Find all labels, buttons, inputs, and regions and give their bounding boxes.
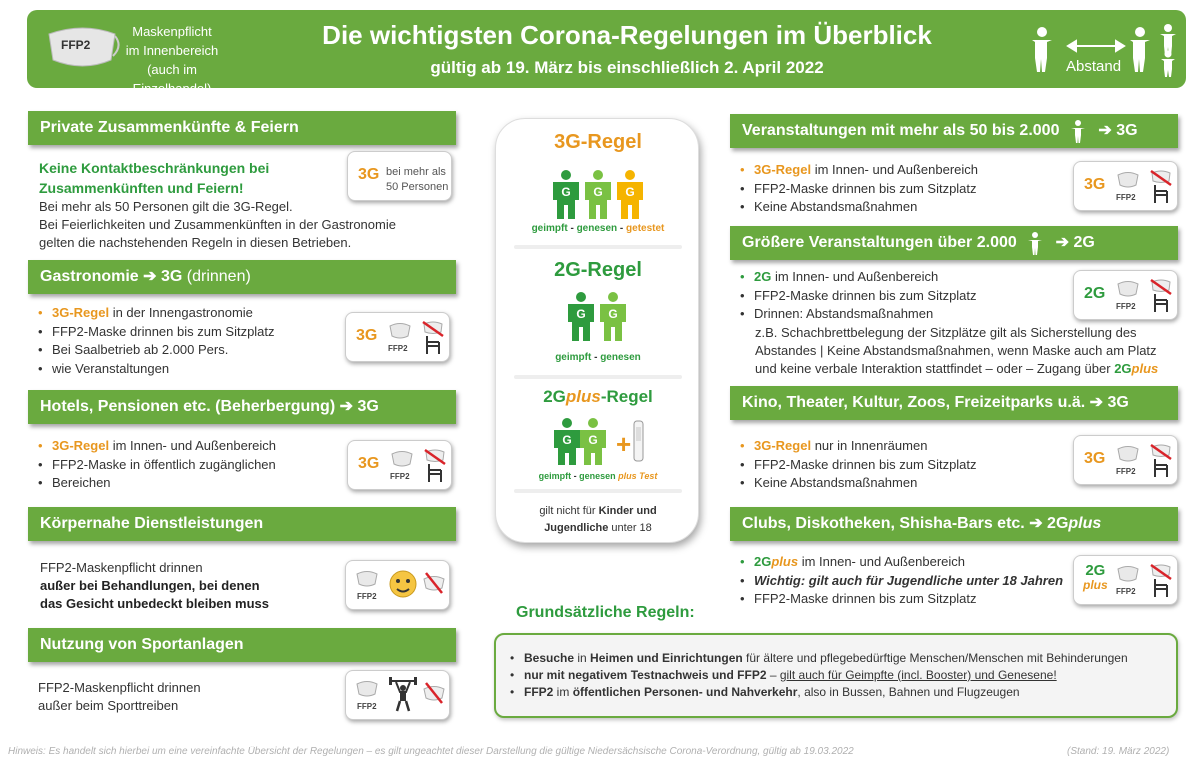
test-tube-icon xyxy=(634,421,643,461)
events-2000-list xyxy=(740,268,977,324)
mask-label: FFP2 xyxy=(1116,193,1136,202)
body-line: Bei Feierlichkeiten und Zusammenkünften in der Gastronomie xyxy=(39,217,396,232)
detail-line: und keine verbale Interaktion stattfindet – oder – Zugang über 2Gplus xyxy=(755,361,1159,376)
body-line: außer bei Behandlungen, bei denen xyxy=(40,578,260,593)
basic-rules-box xyxy=(494,633,1178,718)
list-item: • Besuche in Heimen und Einrichtungen für ältere und pflegebedürftige Menschen/Menschen mit Behinderungen xyxy=(510,650,1170,667)
section-events-50-2000 xyxy=(730,114,1178,148)
body-line: außer beim Sporttreiben xyxy=(38,698,179,713)
mask-label: FFP2 xyxy=(357,592,377,601)
double-arrow-icon xyxy=(1068,41,1124,51)
body-line: FFP2-Maskenpflicht drinnen xyxy=(38,680,201,695)
heading-suffix: plus xyxy=(1068,515,1102,532)
highlight-line: Zusammenkünften und Feiern! xyxy=(39,180,244,196)
heading-suffix: ➔ 3G xyxy=(1098,122,1138,139)
ffp2-mask-badge: FFP2 xyxy=(61,38,91,52)
figure-letter: G xyxy=(608,307,618,321)
mask-label: FFP2 xyxy=(1116,467,1136,476)
person-icon xyxy=(564,291,630,343)
heading-text: Clubs, Diskotheken, Shisha-Bars etc. ➔ 2G xyxy=(742,515,1069,532)
heading-text: Gastronomie ➔ 3G xyxy=(40,268,183,285)
section-events-over-2000 xyxy=(730,226,1178,260)
person-icon xyxy=(585,170,611,219)
personal-services-icon-box xyxy=(345,560,450,610)
detail-line: z.B. Schachbrettbelegung der Sitzplätze gilt als Sicherstellung des xyxy=(755,325,1137,340)
rule-badge: 3G xyxy=(358,455,380,472)
events-50-icon-box xyxy=(1073,161,1178,211)
basic-rules-title: Grundsätzliche Regeln: xyxy=(516,604,695,621)
page-subtitle: gültig ab 19. März bis einschließlich 2. April 2022 xyxy=(430,58,824,77)
body-line: gelten die nachstehenden Regeln in diesen Betrieben. xyxy=(39,235,352,250)
rule-badge: 2G plus xyxy=(1083,562,1108,592)
mask-text-line: (auch im Einzelhandel) xyxy=(132,62,212,96)
list-item: • FFP2-Maske in öffentlich zugänglichen xyxy=(38,456,276,475)
rule-2gplus-caption: geimpft - genesen plus Test xyxy=(538,471,658,481)
figure-letter: G xyxy=(561,185,571,199)
list-item: • 3G-Regel im Innen- und Außenbereich xyxy=(38,437,276,456)
section-sports: Nutzung von Sportanlagen xyxy=(28,628,456,662)
divider xyxy=(514,489,682,493)
mask-label: FFP2 xyxy=(1116,587,1136,596)
list-item: • FFP2-Maske drinnen bis zum Sitzplatz xyxy=(740,287,977,306)
rules-overview-card xyxy=(495,118,699,543)
chair-icon xyxy=(420,320,446,356)
list-item: • FFP2-Maske drinnen bis zum Sitzplatz xyxy=(740,180,978,199)
hotels-list xyxy=(38,437,276,493)
rule-badge: 3G xyxy=(356,327,378,344)
sports-icon-box xyxy=(345,670,450,720)
events-2000-icon-box xyxy=(1073,270,1178,320)
ffp2-mask-icon xyxy=(355,680,379,711)
person-icon xyxy=(1070,119,1086,143)
list-item: • FFP2-Maske drinnen bis zum Sitzplatz xyxy=(38,323,275,342)
rule-badge: 2G xyxy=(1084,285,1106,302)
culture-list xyxy=(740,437,977,493)
list-item: • Bei Saalbetrieb ab 2.000 Pers. xyxy=(38,341,275,360)
person-icon xyxy=(580,418,606,465)
events-2000-details xyxy=(755,324,1175,378)
body-line: FFP2-Maskenpflicht drinnen xyxy=(40,560,203,575)
culture-icon-box xyxy=(1073,435,1178,485)
mask-label: FFP2 xyxy=(388,344,408,353)
detail-line: Abstandes | Keine Abstandsmaßnahmen, wenn Maske auch am Platz xyxy=(755,343,1157,358)
personal-services-text xyxy=(40,559,269,613)
rule-2g-caption: geimpft - genesen xyxy=(555,352,641,363)
person-icon xyxy=(617,170,643,219)
age-note: gilt nicht für Kinder und Jugendliche unter 18 xyxy=(539,505,657,534)
chair-icon xyxy=(1148,563,1174,599)
basic-rules-list xyxy=(510,650,1170,701)
list-item-continued: • Bereichen xyxy=(38,474,276,493)
ffp2-mask-icon xyxy=(1116,171,1140,202)
section-personal-services: Körpernahe Dienstleistungen xyxy=(28,507,456,541)
hotels-icon-box xyxy=(347,440,452,490)
badge-caption xyxy=(386,165,448,195)
section-gastronomy xyxy=(28,260,456,294)
section-culture-leisure: Kino, Theater, Kultur, Zoos, Freizeitparks u.ä. ➔ 3G xyxy=(730,386,1178,420)
clubs-list xyxy=(740,553,1063,609)
header-banner xyxy=(27,10,1186,96)
rule-badge: 3G xyxy=(1084,176,1106,193)
figure-letter: G xyxy=(625,185,635,199)
figure-letter: G xyxy=(588,433,598,447)
heading-text: Größere Veranstaltungen über 2.000 xyxy=(742,234,1017,251)
section-hotels: Hotels, Pensionen etc. (Beherbergung) ➔ 3G xyxy=(28,390,456,424)
list-item: • 3G-Regel im Innen- und Außenbereich xyxy=(740,161,978,180)
list-item: • 2Gplus im Innen- und Außenbereich xyxy=(740,553,1063,572)
rule-badge: 3G xyxy=(358,166,380,183)
list-item-continued: • wie Veranstaltungen xyxy=(38,360,275,379)
distance-label: Abstand xyxy=(1066,58,1122,75)
section-private-gatherings: Private Zusammenkünfte & Feiern xyxy=(28,111,456,145)
chair-icon xyxy=(1148,443,1174,479)
rule-3g-title: 3G-Regel xyxy=(554,131,642,153)
footer-hint: Hinweis: Es handelt sich hierbei um eine vereinfachte Übersicht der Regelungen – es gilt ungeachtet dieser Darstellung die gültige Niedersächsische Corona-Verordnung, gültig ab 19.03.2022 xyxy=(8,746,854,757)
mask-requirement-text xyxy=(107,22,237,98)
divider xyxy=(514,245,682,249)
list-item: • FFP2-Maske drinnen bis zum Sitzplatz xyxy=(740,590,1063,609)
person-icon xyxy=(1027,231,1043,255)
mask-text-line: Maskenpflicht xyxy=(132,24,212,39)
list-item: • Keine Abstandsmaßnahmen xyxy=(740,198,978,217)
list-item: • Drinnen: Abstandsmaßnahmen xyxy=(740,305,977,324)
heading-suffix: (drinnen) xyxy=(182,268,251,285)
body-line: Bei mehr als 50 Personen gilt die 3G-Regel. xyxy=(39,199,293,214)
person-icon xyxy=(600,292,626,341)
list-item: • FFP2 im öffentlichen Personen- und Nahverkehr, also in Bussen, Bahnen und Flugzeugen xyxy=(510,684,1170,701)
gastronomy-icon-box xyxy=(345,312,450,362)
weightlifter-icon xyxy=(388,677,418,713)
mask-text-line: im Innenbereich xyxy=(125,43,219,58)
figure-letter: G xyxy=(576,307,586,321)
rule-2g-figures xyxy=(564,291,630,343)
list-item: • 2G im Innen- und Außenbereich xyxy=(740,268,977,287)
mask-label: FFP2 xyxy=(357,702,377,711)
rule-2gplus-title: 2Gplus-Regel xyxy=(543,387,653,406)
rule-3g-figures xyxy=(551,169,647,221)
footer-date: (Stand: 19. März 2022) xyxy=(1067,746,1170,757)
section-clubs xyxy=(730,507,1178,541)
private-body xyxy=(39,198,396,252)
sports-text xyxy=(38,679,201,715)
chair-icon xyxy=(422,448,448,484)
person-icon xyxy=(568,292,594,341)
body-line: das Gesicht unbedeckt bleiben muss xyxy=(40,596,270,611)
rule-2gplus-figures xyxy=(554,417,646,465)
gastronomy-list xyxy=(38,304,275,378)
ffp2-mask-icon xyxy=(1116,565,1140,596)
caption-line: bei mehr als xyxy=(386,166,446,178)
private-3g-badge-box xyxy=(347,151,452,201)
svg-text:+: + xyxy=(616,429,632,459)
list-item: • 3G-Regel nur in Innenräumen xyxy=(740,437,977,456)
person-icon xyxy=(553,170,579,219)
person-icon xyxy=(551,169,647,221)
rule-3g-caption: geimpft - genesen - getestet xyxy=(531,223,665,234)
distance-graphic xyxy=(1002,16,1182,82)
face-icon xyxy=(388,569,418,599)
ffp2-mask-icon xyxy=(1116,445,1140,476)
mask-label: FFP2 xyxy=(1116,302,1136,311)
list-item: • FFP2-Maske drinnen bis zum Sitzplatz xyxy=(740,456,977,475)
figure-letter: G xyxy=(562,433,572,447)
ffp2-mask-icon xyxy=(355,570,379,601)
divider xyxy=(514,375,682,379)
ffp2-mask-icon xyxy=(1116,280,1140,311)
list-item-continued: • nur mit negativem Testnachweis und FFP2 – gilt auch für Geimpfte (incl. Booster) und Genesene! xyxy=(510,667,1170,684)
no-mask-icon xyxy=(422,681,446,705)
person-icon xyxy=(554,418,580,465)
highlight-line: Keine Kontaktbeschränkungen bei xyxy=(39,160,270,176)
no-mask-icon xyxy=(422,571,446,595)
person-icon xyxy=(554,417,646,465)
page-title: Die wichtigsten Corona-Regelungen im Überblick xyxy=(322,20,932,50)
heading-text: Veranstaltungen mit mehr als 50 bis 2.000 xyxy=(742,122,1060,139)
list-item: • 3G-Regel in der Innengastronomie xyxy=(38,304,275,323)
caption-line: 50 Personen xyxy=(386,181,449,193)
chair-icon xyxy=(1148,169,1174,205)
ffp2-mask-icon xyxy=(388,322,412,353)
list-item: • Keine Abstandsmaßnahmen xyxy=(740,474,977,493)
chair-icon xyxy=(1148,278,1174,314)
rule-badge: 3G xyxy=(1084,450,1106,467)
rule-2g-title: 2G-Regel xyxy=(554,259,642,281)
figure-letter: G xyxy=(593,185,603,199)
list-item-note: • Wichtig: gilt auch für Jugendliche unter 18 Jahren xyxy=(740,572,1063,591)
private-highlight xyxy=(39,158,269,198)
ffp2-mask-icon xyxy=(390,450,414,481)
clubs-icon-box xyxy=(1073,555,1178,605)
events-50-list xyxy=(740,161,978,217)
heading-suffix: ➔ 2G xyxy=(1055,234,1095,251)
mask-label: FFP2 xyxy=(390,472,410,481)
